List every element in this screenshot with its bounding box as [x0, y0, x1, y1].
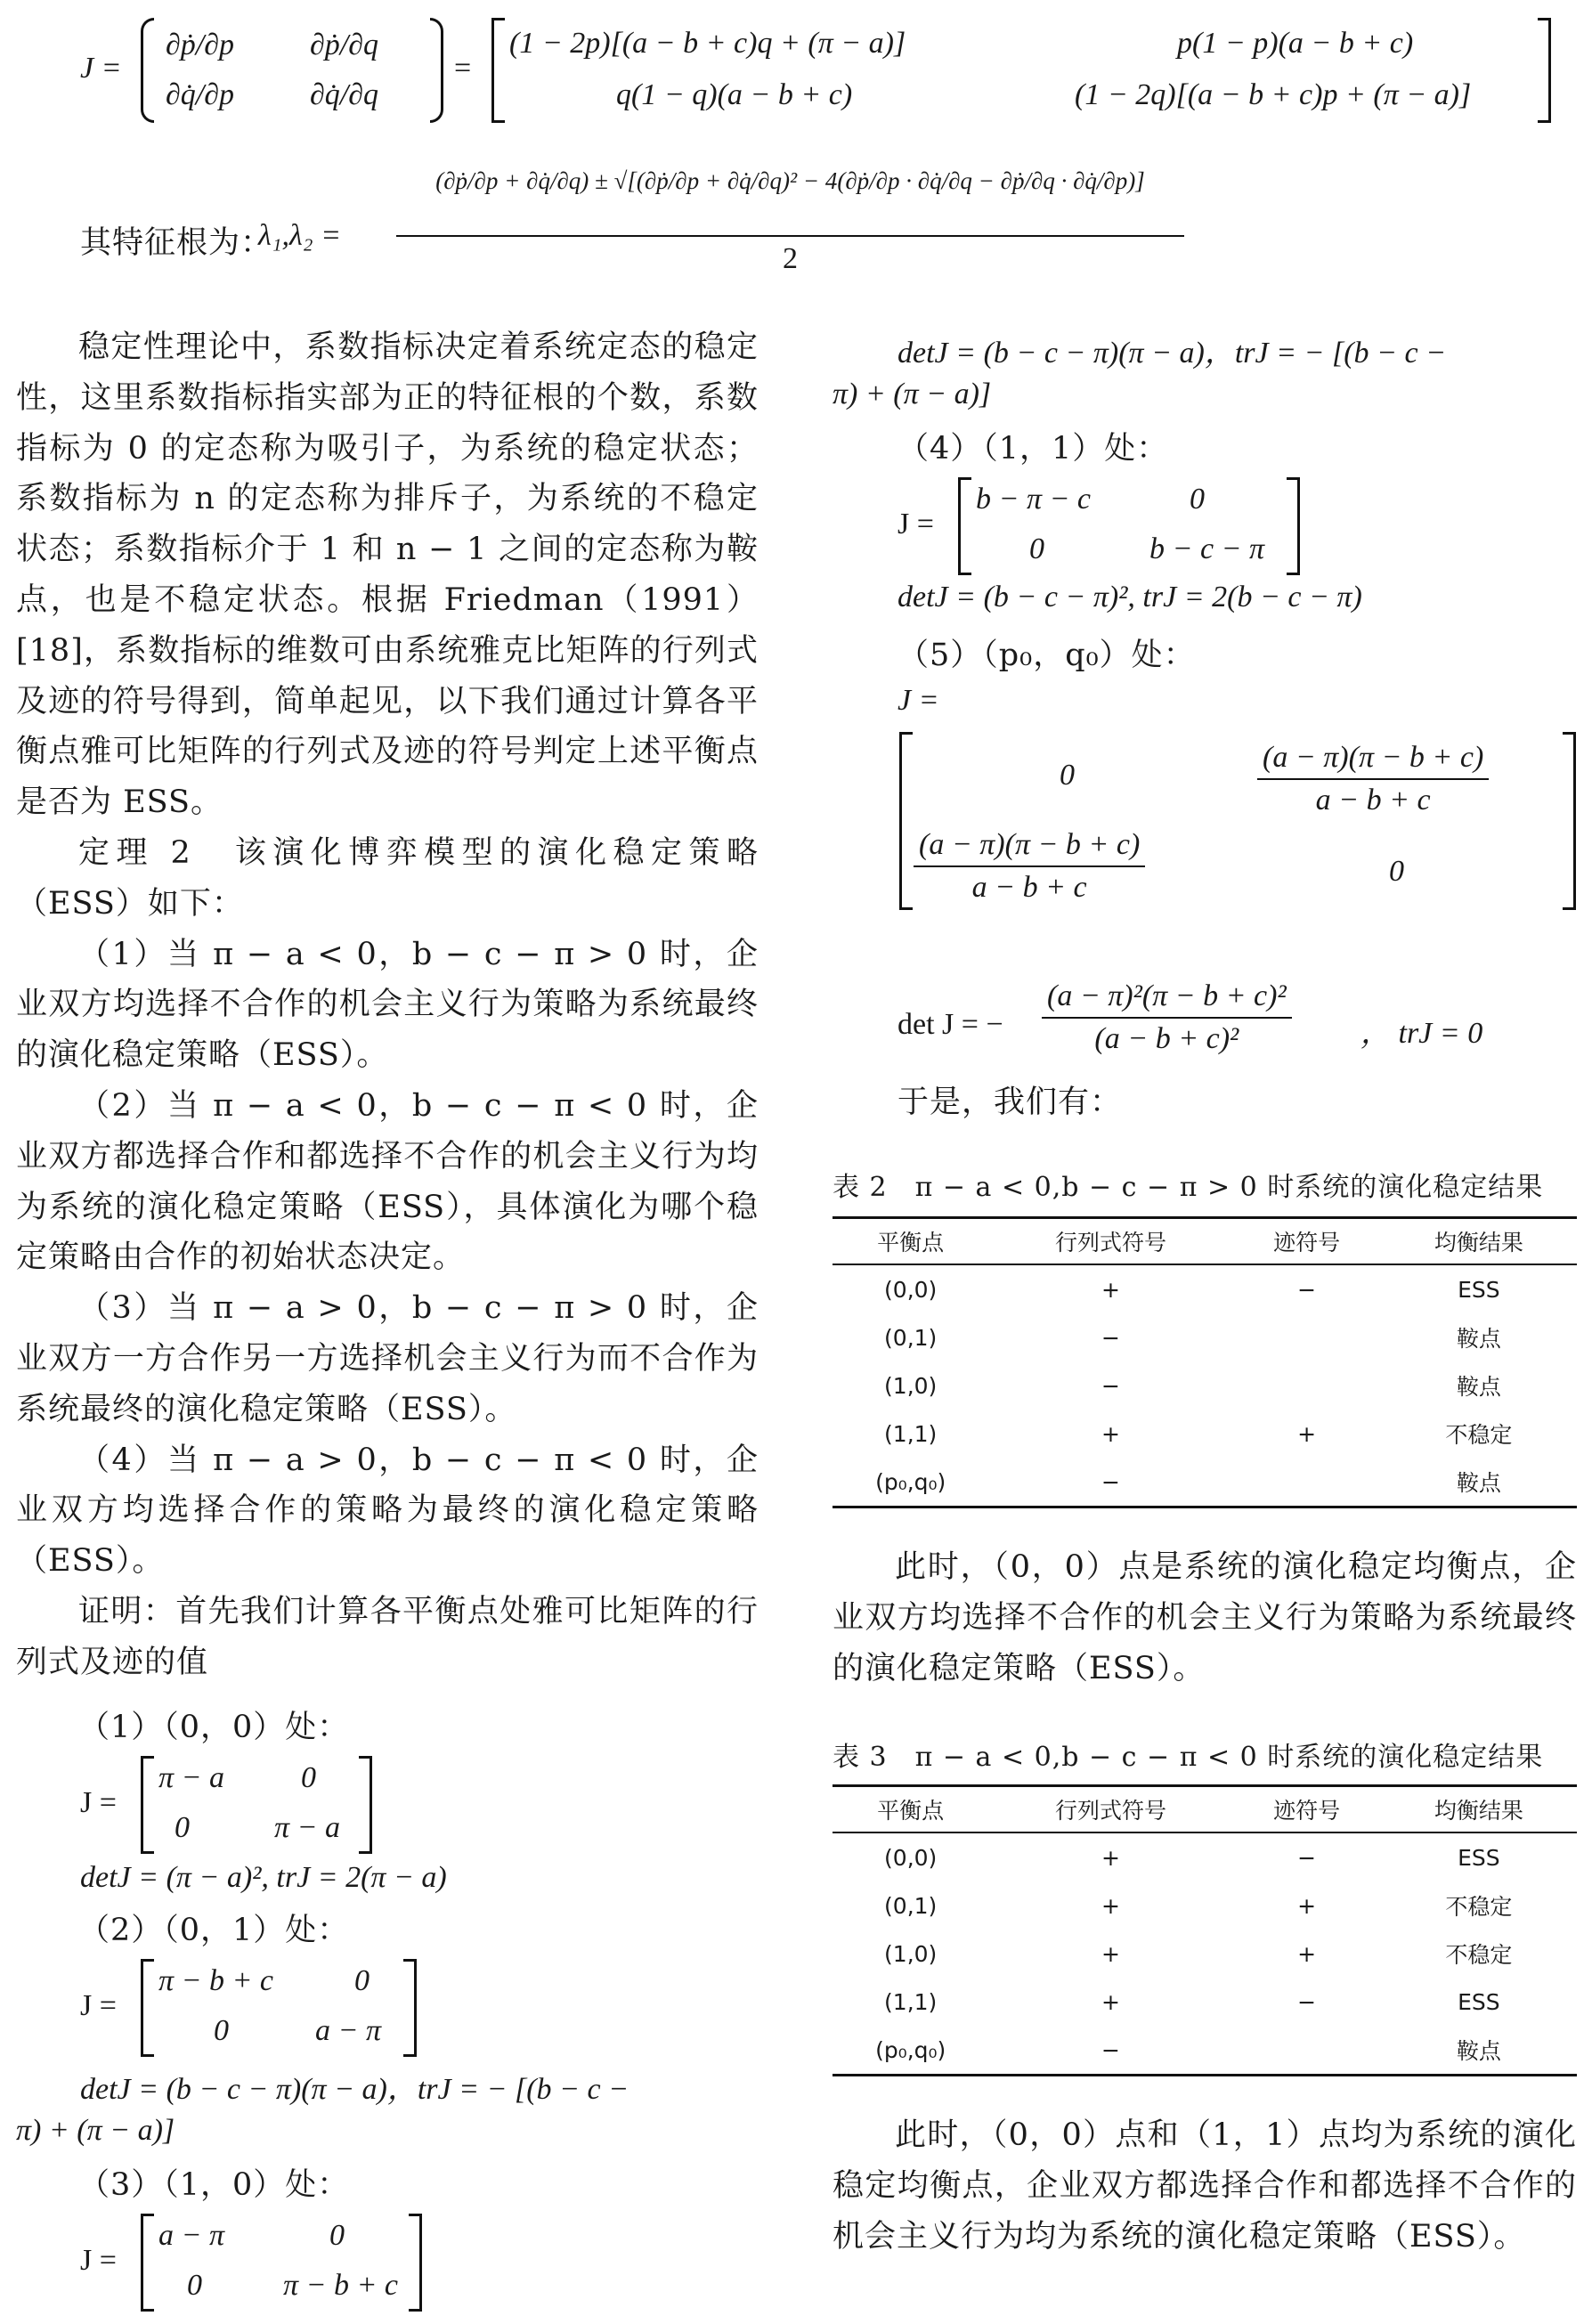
table-cell: −: [1101, 1324, 1120, 1351]
table-cell: −: [1297, 1844, 1317, 1871]
m11: b − π − c: [976, 483, 1092, 516]
table-cell: 鞍点: [1456, 2038, 1501, 2064]
table-row: [833, 1458, 1577, 1507]
m12-numerator: (a − π)(π − b + c): [1257, 741, 1489, 780]
result-22: (1 − 2q)[(a − b + c)p + (π − a)]: [1075, 78, 1472, 111]
result-matrix: [491, 18, 1551, 123]
m12: 0: [301, 1761, 316, 1794]
m21: 0: [1029, 532, 1044, 565]
point-p0q0-label: （5）（p₀，q₀）处：: [898, 638, 1196, 673]
eigen-fraction-bar: [396, 235, 1184, 237]
table-cell: −: [1297, 1276, 1317, 1303]
m12: 0: [1190, 483, 1205, 516]
m12: [1257, 741, 1489, 817]
table-cell: 不稳定: [1445, 1894, 1513, 1920]
eigen-equation: [80, 142, 1193, 276]
table-cell: 鞍点: [1456, 1326, 1501, 1352]
table-cell: (1,1): [884, 1988, 938, 2015]
det-lhs: det J = −: [898, 1008, 1003, 1041]
table-cell: (p₀,q₀): [875, 1468, 946, 1495]
jacobian-lhs: J =: [80, 52, 122, 85]
m21-numerator: (a − π)(π − b + c): [914, 828, 1145, 867]
det-denominator: (a − b + c)²: [1094, 1022, 1239, 1055]
table-cell: 鞍点: [1456, 1470, 1501, 1496]
table-cell: (0,0): [884, 1276, 938, 1303]
proof-intro: 证明：首先我们计算各平衡点处雅可比矩阵的行列式及迹的值: [16, 1593, 759, 1680]
m22: a − π: [315, 2014, 381, 2047]
partial-11: ∂ṗ/∂p: [166, 28, 235, 61]
table-cell: (0,1): [884, 1324, 938, 1351]
m21-denominator: a − b + c: [971, 871, 1087, 904]
point-p0q0-matrix: [899, 732, 1576, 910]
table-cell: +: [1101, 1844, 1120, 1871]
point-00-matrix: [80, 1756, 374, 1854]
table3-caption: 表 3 π − a < 0,b − c − π < 0 时系统的演化稳定结果: [833, 1742, 1544, 1773]
m12: 0: [354, 1964, 370, 1997]
m22: 0: [1389, 855, 1404, 888]
point-10-det-line2: π) + (π − a)]: [833, 378, 992, 410]
partial-21: ∂q̇/∂p: [166, 78, 235, 111]
table-cell: ESS: [1458, 1988, 1500, 2015]
table-row: [833, 1832, 1577, 1881]
m12: 0: [329, 2219, 345, 2252]
eigen-denominator: 2: [783, 242, 798, 275]
theorem-case-3: （3）当 π − a > 0，b − c − π > 0 时，企业双方一方合作另一方选择机会主义行为而不合作为系统最终的演化稳定策略（ESS）。: [16, 1290, 759, 1427]
eigen-label: 其特征根为：: [80, 225, 273, 261]
table-row: [833, 1410, 1577, 1458]
theorem-case-4: （4）当 π − a > 0，b − c − π < 0 时，企业双方均选择合作的策略为最终的演化稳定策略（ESS）。: [16, 1442, 759, 1580]
result-21: q(1 − q)(a − b + c): [616, 78, 853, 111]
table-cell: (1,1): [884, 1420, 938, 1447]
table-cell: ESS: [1458, 1276, 1500, 1303]
m11: π − b + c: [158, 1964, 274, 1997]
table-cell: ESS: [1458, 1844, 1500, 1871]
matrix-lhs: J =: [80, 1786, 117, 1819]
partial-matrix: [141, 18, 443, 123]
eigen-numerator: (∂ṗ/∂p + ∂q̇/∂q) ± √[(∂ṗ/∂p + ∂q̇/∂q)² − 4(∂ṗ/∂p · ∂q̇/∂q − ∂ṗ/∂q · ∂q̇/∂p)]: [435, 167, 1145, 194]
point-01-label: （2）（0，1）处：: [78, 1913, 350, 1948]
table-cell: +: [1297, 1940, 1317, 1967]
table-row: [833, 1264, 1577, 1313]
m21: 0: [187, 2269, 202, 2302]
table-row: [833, 1881, 1577, 1930]
m22: π − b + c: [283, 2269, 399, 2302]
point-01-det-line1: detJ = (b − c − π)(π − a)，trJ = − [(b − c −: [80, 2073, 629, 2106]
table-cell: +: [1297, 1420, 1317, 1447]
m11: π − a: [158, 1761, 224, 1794]
yushi-text: 于是，我们有：: [898, 1085, 1123, 1120]
paragraph-stability: 稳定性理论中，系数指标决定着系统定态的稳定性，这里系数指标指实部为正的特征根的个数，系数指标为 0 的定态称为吸引子，为系统的稳定状态；系数指标为 n 的定态称为排斥子，为系统的不稳定状态；系数指标介于 1 和 n − 1 之间的定态称为鞍点，也是不稳定状态。根据 Friedman（1991）[18]，系数指标的维数可由系统雅克比矩阵的行列式及迹的符号得到，简单起见，以下我们通过计算各平衡点雅可比矩阵的行列式及迹的符号判定上述平衡点是否为 ESS。: [16, 329, 759, 821]
matrix-lhs: J =: [898, 508, 934, 540]
table-cell: [1233, 1458, 1381, 1507]
matrix-lhs: J =: [80, 2244, 117, 2277]
point-01-det-line2: π) + (π − a)]: [16, 2114, 175, 2147]
after-table3-text: 此时，（0，0）点和（1，1）点均为系统的演化稳定均衡点，企业双方都选择合作和都选择不合作的机会主义行为均为系统的演化稳定策略（ESS）。: [833, 2117, 1577, 2255]
table2-header-det: 行列式符号: [988, 1218, 1232, 1265]
table-row: [833, 1930, 1577, 1978]
point-10-label: （3）（1，0）处：: [78, 2167, 350, 2203]
point-10-det-line1: detJ = (b − c − π)(π − a)，trJ = − [(b − c −: [898, 337, 1447, 370]
point-p0q0-jeq: J =: [898, 684, 939, 717]
table-cell: [1233, 1313, 1381, 1361]
table3-header-trace: 迹符号: [1233, 1786, 1381, 1833]
m21: 0: [214, 2014, 229, 2047]
table2-header-point: 平衡点: [833, 1218, 988, 1265]
table3-header-result: 均衡结果: [1381, 1786, 1577, 1833]
table-cell: +: [1101, 1420, 1120, 1447]
table3: [833, 1784, 1577, 2076]
table3-header-det: 行列式符号: [988, 1786, 1232, 1833]
point-11-det: detJ = (b − c − π)², trJ = 2(b − c − π): [898, 581, 1362, 614]
table-cell: 不稳定: [1445, 1422, 1513, 1448]
table-row: [833, 1978, 1577, 2026]
result-11: (1 − 2p)[(a − b + c)q + (π − a)]: [509, 27, 906, 60]
table-row: [833, 1313, 1577, 1361]
table-cell: +: [1101, 1892, 1120, 1919]
table-row: [833, 2026, 1577, 2076]
det-numerator: (a − π)²(π − b + c)²: [1042, 979, 1292, 1019]
result-12: p(1 − p)(a − b + c): [1177, 27, 1414, 60]
table-cell: (0,0): [884, 1844, 938, 1871]
table3-header-point: 平衡点: [833, 1786, 988, 1833]
theorem-case-1: （1）当 π − a < 0，b − c − π > 0 时，企业双方均选择不合作的机会主义行为策略为系统最终的演化稳定策略（ESS）。: [16, 936, 759, 1074]
table-cell: 鞍点: [1456, 1374, 1501, 1400]
theorem-2: 定理 2 该演化博弈模型的演化稳定策略（ESS）如下：: [16, 834, 759, 922]
table-cell: [1233, 2026, 1381, 2076]
point-00-label: （1）（0，0）处：: [78, 1710, 350, 1745]
table-cell: (0,1): [884, 1892, 938, 1919]
det-tail: ， trJ = 0: [1361, 1017, 1483, 1050]
table-cell: −: [1297, 1988, 1317, 2015]
m22: π − a: [274, 1811, 340, 1844]
m21: [914, 828, 1145, 905]
m21: 0: [175, 1811, 190, 1844]
table-cell: +: [1101, 1988, 1120, 2015]
point-01-matrix: [80, 1959, 427, 2057]
point-11-label: （4）（1，1）处：: [898, 431, 1169, 467]
table-cell: (p₀,q₀): [875, 2036, 946, 2063]
partial-12: ∂ṗ/∂q: [310, 28, 379, 61]
table-cell: −: [1101, 1372, 1120, 1399]
m11: a − π: [158, 2219, 224, 2252]
after-table2-text: 此时，（0，0）点是系统的演化稳定均衡点，企业双方均选择不合作的机会主义行为策略为系统最终的演化稳定策略（ESS）。: [833, 1549, 1577, 1686]
equals-sign: =: [454, 52, 472, 85]
table-cell: [1233, 1361, 1381, 1410]
point-10-matrix: [80, 2214, 436, 2312]
eigen-lambda: λ₁,λ₂ =: [258, 219, 342, 252]
jacobian-equation: [80, 18, 1549, 125]
table-cell: (1,0): [884, 1940, 938, 1967]
table-cell: 不稳定: [1445, 1942, 1513, 1968]
left-column: [16, 322, 759, 1688]
table-cell: +: [1101, 1940, 1120, 1967]
table-cell: −: [1101, 2036, 1120, 2063]
point-00-det: detJ = (π − a)², trJ = 2(π − a): [80, 1861, 447, 1894]
m22: b − c − π: [1149, 532, 1265, 565]
table-cell: +: [1101, 1276, 1120, 1303]
table-cell: (1,0): [884, 1372, 938, 1399]
table2: [833, 1216, 1577, 1508]
matrix-lhs: J =: [80, 1989, 117, 2022]
partial-22: ∂q̇/∂q: [310, 78, 379, 111]
table-row: [833, 1361, 1577, 1410]
table2-header-result: 均衡结果: [1381, 1218, 1577, 1265]
table-cell: +: [1297, 1892, 1317, 1919]
theorem-case-2: （2）当 π − a < 0，b − c − π < 0 时，企业双方都选择合作和都选择不合作的机会主义行为均为系统的演化稳定策略（ESS），具体演化为哪个稳定策略由合作的初始状态决定。: [16, 1087, 759, 1276]
m12-denominator: a − b + c: [1315, 784, 1431, 817]
m11: 0: [1060, 759, 1075, 792]
table2-header-trace: 迹符号: [1233, 1218, 1381, 1265]
point-11-matrix: [898, 477, 1307, 575]
table-cell: −: [1101, 1468, 1120, 1495]
table2-caption: 表 2 π − a < 0,b − c − π > 0 时系统的演化稳定结果: [833, 1172, 1544, 1203]
